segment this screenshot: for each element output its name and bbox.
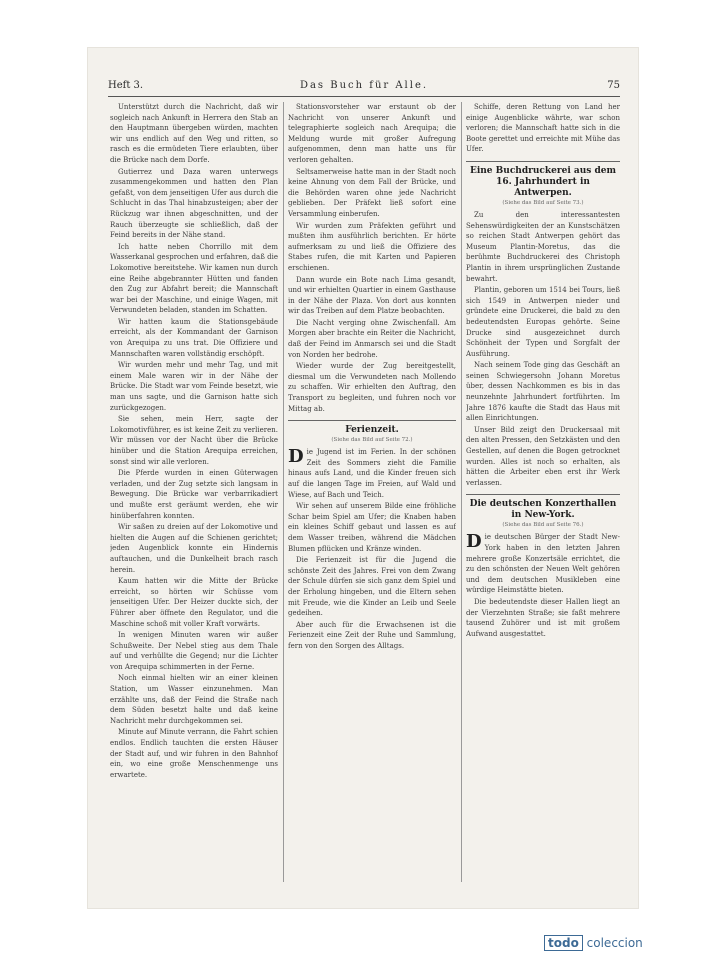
paragraph: Die Pferde wurden in einen Güterwagen verladen, und der Zug setzte sich langsam in Bewegung. Die Brücke war verbarrikadiert und mußte erst geräumt werden, ehe wir hinüberfahren konnten. bbox=[110, 469, 278, 520]
paragraph: In wenigen Minuten waren wir außer Schußweite. Der Nebel stieg aus dem Thale auf und verhüllte die Gegend; nur die Lichter von Arequipa schimmerten in der Ferne. bbox=[110, 631, 278, 671]
paragraph: Sie sehen, mein Herr, sagte der Lokomotivführer, es ist keine Zeit zu verlieren. Wir müssen vor der Nacht über die Brücke hinüber und die Station Arequipa erreichen, sonst sind wir alle verloren. bbox=[110, 415, 278, 466]
paragraph: Aber auch für die Erwachsenen ist die Ferienzeit eine Zeit der Ruhe und Sammlung, fern von den Sorgen des Alltags. bbox=[288, 620, 456, 650]
paragraph: Noch einmal hielten wir an einer kleinen Station, um Wasser einzunehmen. Man erzählte uns, daß der Feind die Straße nach dem Süden besetzt halte und daß keine Nachricht mehr durchgekommen sei. bbox=[110, 674, 278, 725]
column-divider bbox=[283, 102, 284, 882]
section-rule bbox=[466, 161, 620, 162]
paragraph: Wir wurden mehr und mehr Tag, und mit einem Male waren wir in der Nähe der Brücke. Die Stadt war vom Feinde besetzt, wie man uns sagte, und die Garnison hatte sich zurückgezogen. bbox=[110, 361, 278, 412]
column-middle bbox=[288, 102, 456, 882]
column-left bbox=[110, 102, 278, 882]
paragraph: Die Nacht verging ohne Zwischenfall. Am Morgen aber brachte ein Reiter die Nachricht, daß der Feind im Anmarsch sei und die Stadt von Norden her bedrohe. bbox=[288, 318, 456, 359]
section-subtitle: (Siehe das Bild auf Seite 76.) bbox=[502, 522, 584, 529]
section-buchdruckerei bbox=[466, 161, 620, 488]
column-divider bbox=[461, 102, 462, 882]
paragraph bbox=[288, 447, 456, 500]
paragraph: Kaum hatten wir die Mitte der Brücke erreicht, so hörten wir Schüsse vom jenseitigen Ufer. Der Heizer duckte sich, der Führer aber öffnete den Regulator, und die Maschine schoß mit voller Kraft vorwärts. bbox=[110, 577, 278, 628]
paragraph: Unterstützt durch die Nachricht, daß wir sogleich nach Ankunft in Herrera den Stab an den Hauptmann übergeben würden, machten wir uns endlich auf den Weg und ritten, so rasch es die ermüdeten Tiere erlaubten, über die Brücke nach dem Dorfe. bbox=[110, 103, 278, 164]
paragraph-text: ie Jugend ist im Ferien. In der schönen Zeit des Sommers zieht die Familie hinaus aufs Land, und die Kinder freuen sich auf die langen Tage im Freien, auf Wald und Wiese, auf Bach und Teich. bbox=[288, 448, 456, 499]
paragraph: Plantin, geboren um 1514 bei Tours, ließ sich 1549 in Antwerpen nieder und gründete eine Druckerei, die bald zu den bedeutendsten Europas gehörte. Seine Drucke sind ausgezeichnet durch Schönheit der Typen und Sorgfalt der Ausführung. bbox=[466, 286, 620, 358]
magazine-page bbox=[88, 48, 638, 908]
paragraph-text: ie deutschen Bürger der Stadt New-York haben in den letzten Jahren mehrere große Konzertsäle errichtet, die zu den schönsten der Neuen Welt gehören und dem deutschen Musikleben eine würdige Heimstätte bieten. bbox=[466, 533, 620, 595]
section-subtitle: (Siehe das Bild auf Seite 73.) bbox=[502, 199, 584, 206]
paragraph: Die Ferienzeit ist für die Jugend die schönste Zeit des Jahres. Frei von dem Zwang der Schule dürfen sie sich ganz dem Spiel und der Erholung hingeben, und die Eltern sehen mit Freude, wie die Kinder an Leib und Seele gedeihen. bbox=[288, 556, 456, 618]
section-rule bbox=[466, 494, 620, 495]
section-title: Die deutschen Konzerthallen in New-York. bbox=[469, 499, 617, 521]
paragraph: Dann wurde ein Bote nach Lima gesandt, und wir erhielten Quartier in einem Gasthause in der Nähe der Plaza. Von dort aus konnten wir das Treiben auf dem Platze beobachten. bbox=[288, 275, 456, 316]
section-subtitle: (Siehe das Bild auf Seite 72.) bbox=[331, 437, 413, 444]
paragraph: Schiffe, deren Rettung von Land her einige Augenblicke währte, war schon verloren; die Mannschaft hatte sich in die Boote gerettet und erreichte mit Mühe das Ufer. bbox=[466, 103, 620, 154]
paragraph: Die bedeutendste dieser Hallen liegt an der Vierzehnten Straße; sie faßt mehrere tausend Zuhörer und ist mit großem Aufwand ausgestattet. bbox=[466, 597, 620, 638]
drop-cap: D bbox=[288, 446, 304, 468]
section-ferienzeit bbox=[288, 420, 456, 651]
paragraph: Nach seinem Tode ging das Geschäft an seinen Schwiegersohn Johann Moretus über, dessen Nachkommen es bis in das neunzehnte Jahrhundert fortführten. Im Jahre 1876 kaufte die Stadt das Haus mit allen Einrichtungen. bbox=[466, 361, 620, 423]
paragraph: Ich hatte neben Chorrillo mit dem Wasserkanal gesprochen und erfahren, daß die Lokomotive bereitstehe. Wir kamen nun durch eine Reihe abgebrannter Hütten und fanden den Zug zur Abfahrt bereit; die Mannschaft war bei der Maschine, und einige Wagen, mit Verwundeten beladen, standen im Schatten. bbox=[110, 242, 278, 315]
paragraph: Wir hatten kaum die Stationsgebäude erreicht, als der Kommandant der Garnison von Arequipa zu uns trat. Die Offiziere und Mannschaften waren vollständig erschöpft. bbox=[110, 317, 278, 358]
page-number: 75 bbox=[607, 80, 620, 91]
section-rule bbox=[288, 420, 456, 421]
paragraph: Wir sehen auf unserem Bilde eine fröhliche Schar beim Spiel am Ufer; die Knaben haben ein kleines Schiff gebaut und lassen es auf dem Wasser treiben, während die Mädchen Blumen pflücken und Kränze winden. bbox=[288, 502, 456, 553]
drop-cap: D bbox=[466, 531, 482, 553]
issue-label: Heft 3. bbox=[108, 80, 144, 91]
column-right bbox=[466, 102, 620, 882]
watermark-logo bbox=[544, 935, 643, 951]
watermark-text: coleccion bbox=[586, 936, 643, 950]
paragraph bbox=[466, 532, 620, 596]
section-konzerthallen bbox=[466, 494, 620, 639]
paragraph: Zu den interessantesten Sehenswürdigkeiten der an Kunstschätzen so reichen Stadt Antwerpen gehört das Museum Plantin-Moretus, das die berühmte Buchdruckerei des Christoph Plantin in ihrem ursprünglichen Zustande bewahrt. bbox=[466, 210, 620, 283]
paragraph: Seltsamerweise hatte man in der Stadt noch keine Ahnung von dem Fall der Brücke, und die Behörden waren ohne jede Nachricht geblieben. Der Präfekt ließ sofort eine Versammlung einberufen. bbox=[288, 167, 456, 218]
section-title: Ferienzeit. bbox=[345, 425, 399, 436]
paragraph: Stationsvorsteher war erstaunt ob der Nachricht von unserer Ankunft und telegraphierte sogleich nach Arequipa; die Meldung wurde mit großer Aufregung aufgenommen, denn man hatte uns für verloren gehalten. bbox=[288, 103, 456, 164]
paragraph: Gutierrez und Daza waren unterwegs zusammengekommen und hatten den Plan gefaßt, von dem jenseitigen Ufer aus durch die Schlucht in das Thal hinabzusteigen; aber der Rückzug war ihnen abgeschnitten, und der Rauch überzeugte sie schließlich, daß der Feind bereits in der Nähe stand. bbox=[110, 167, 278, 240]
section-title: Eine Buchdruckerei aus dem 16. Jahrhundert in Antwerpen. bbox=[469, 165, 616, 198]
paragraph: Wir wurden zum Präfekten geführt und mußten ihm ausführlich berichten. Er hörte aufmerksam zu und ließ die Offiziere des Stabes rufen, die mit Karten und Papieren erschienen. bbox=[288, 221, 456, 272]
header-rule bbox=[108, 96, 620, 97]
paragraph: Unser Bild zeigt den Druckersaal mit den alten Pressen, den Setzkästen und den Gestellen, auf denen die Bogen getrocknet wurden. Alles ist noch so erhalten, als hätten die Arbeiter eben erst ihr Werk verlassen. bbox=[466, 425, 620, 487]
paragraph: Wir saßen zu dreien auf der Lokomotive und hielten die Augen auf die Schienen gerichtet; jeden Augenblick konnte ein Hindernis auftauchen, und die Dunkelheit brach rasch herein. bbox=[110, 523, 278, 574]
paragraph: Minute auf Minute verrann, die Fahrt schien endlos. Endlich tauchten die ersten Häuser der Stadt auf, und wir fuhren in den Bahnhof ein, wo eine große Menschenmenge uns erwartete. bbox=[110, 728, 278, 779]
paragraph: Wieder wurde der Zug bereitgestellt, diesmal um die Verwundeten nach Mollendo zu schaffen. Wir erhielten den Auftrag, den Transport zu begleiten, und fuhren noch vor Mittag ab. bbox=[288, 362, 456, 413]
page-header bbox=[108, 80, 620, 96]
magazine-title: Das Buch für Alle. bbox=[299, 80, 429, 91]
watermark-box: todo bbox=[544, 935, 583, 951]
